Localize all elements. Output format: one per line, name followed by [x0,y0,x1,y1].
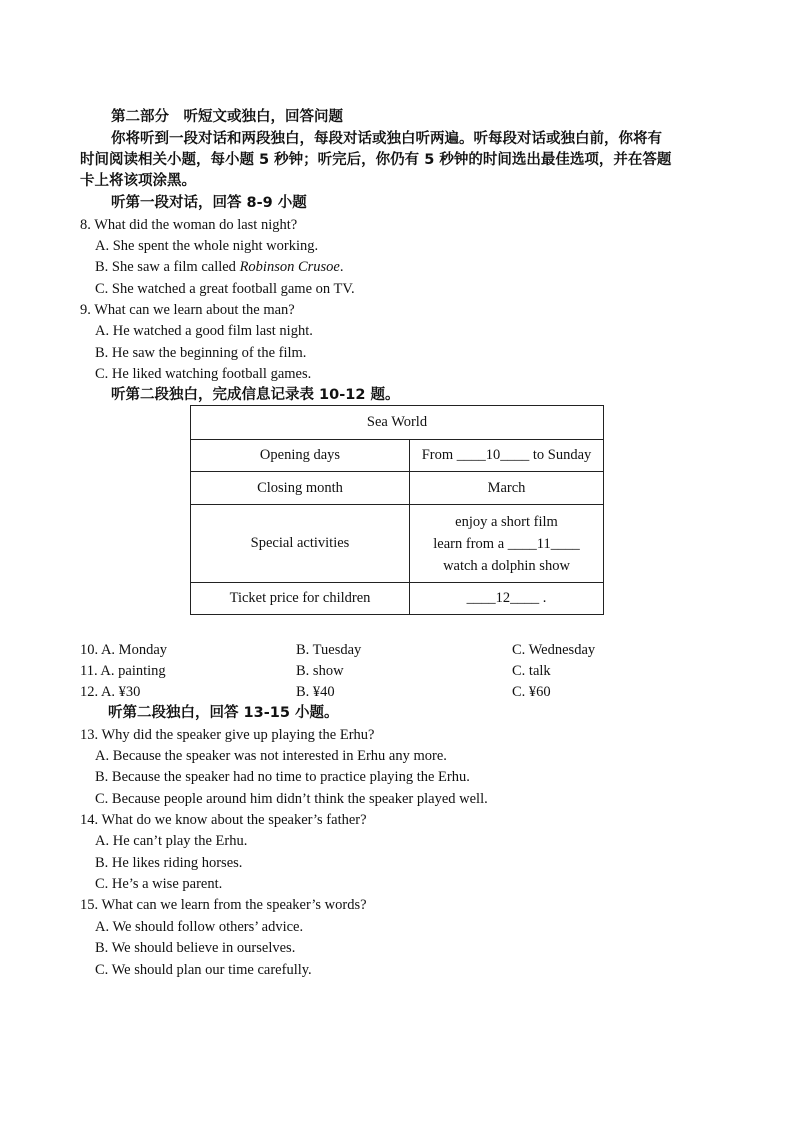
q8-option-a: A. She spent the whole night working. [95,238,319,254]
activity-item: watch a dolphin show [443,557,570,574]
q8-option-c: C. She watched a great football game on TV. [95,281,355,297]
q13-option-a: A. Because the speaker was not interested in Erhu any more. [95,748,447,764]
q10-option-b: B. Tuesday [296,642,362,658]
q14-option-a: A. He can’t play the Erhu. [95,833,248,849]
q8-question: 8. What did the woman do last night? [80,217,298,233]
film-title: Robinson Crusoe [239,259,340,275]
q11-option-a: 11. A. painting [80,663,166,679]
section3-heading: 听第二段独白，回答 13-15 小题。 [108,705,339,721]
q12-option-c: C. ¥60 [512,684,551,700]
q15-question: 15. What can we learn from the speaker’s words? [80,897,367,913]
opening-days-label: Opening days [191,440,410,472]
q10-option-a: 10. A. Monday [80,642,167,658]
closing-month-label: Closing month [191,472,410,505]
special-activities-label: Special activities [191,505,410,583]
q13-option-b: B. Because the speaker had no time to practice playing the Erhu. [95,769,470,785]
part2-heading: 第二部分 听短文或独白，回答问题 [111,109,343,125]
q9-option-a: A. He watched a good film last night. [95,323,313,339]
q12-option-a: 12. A. ¥30 [80,684,141,700]
q14-question: 14. What do we know about the speaker’s father? [80,812,367,828]
part2-intro-line2: 时间阅读相关小题，每小题 5 秒钟；听完后，你仍有 5 秒钟的时间选出最佳选项，并在答题 [80,152,672,168]
opening-days-value: From ____10____ to Sunday [410,440,604,472]
q9-question: 9. What can we learn about the man? [80,302,295,318]
q12-option-b: B. ¥40 [296,684,335,700]
special-activities-value [410,505,604,583]
q8-option-b: B. She saw a film called Robinson Crusoe. [95,259,344,275]
q15-option-c: C. We should plan our time carefully. [95,962,312,978]
q11-option-b: B. show [296,663,344,679]
q14-option-c: C. He’s a wise parent. [95,876,223,892]
ticket-price-label: Ticket price for children [191,583,410,615]
q13-option-c: C. Because people around him didn’t think the speaker played well. [95,791,488,807]
q11-option-c: C. talk [512,663,551,679]
part2-intro-line1: 你将听到一段对话和两段独白，每段对话或独白听两遍。听每段对话或独白前，你将有 [111,131,662,147]
activity-item: learn from a ____11____ [433,535,580,552]
q9-option-c: C. He liked watching football games. [95,366,312,382]
q9-option-b: B. He saw the beginning of the film. [95,345,307,361]
section1-heading: 听第一段对话，回答 8-9 小题 [111,195,307,211]
closing-month-value: March [410,472,604,505]
q10-option-c: C. Wednesday [512,642,596,658]
part2-intro-line3: 卡上将该项涂黑。 [80,173,196,189]
q15-option-b: B. We should believe in ourselves. [95,940,296,956]
info-record-table [190,405,604,615]
activity-item: enjoy a short film [455,513,558,530]
ticket-price-value: ____12____ . [410,583,604,615]
q13-question: 13. Why did the speaker give up playing the Erhu? [80,727,375,743]
q14-option-b: B. He likes riding horses. [95,855,243,871]
table-title: Sea World [191,406,604,440]
q15-option-a: A. We should follow others’ advice. [95,919,304,935]
section2-heading: 听第二段独白，完成信息记录表 10-12 题。 [111,387,400,403]
